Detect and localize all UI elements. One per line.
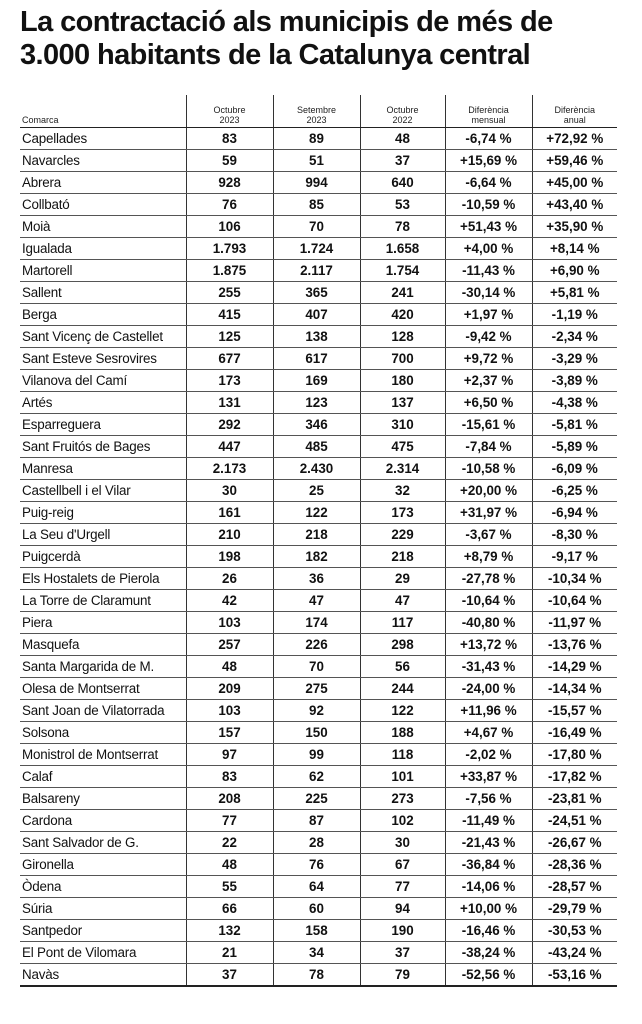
cell-oct-2022: 79 bbox=[360, 964, 445, 987]
title-line-2: 3.000 habitants de la Catalunya central bbox=[20, 39, 531, 71]
cell-municipality: Castellbell i el Vilar bbox=[20, 480, 186, 502]
page-title bbox=[20, 6, 630, 72]
cell-oct-2022: 53 bbox=[360, 194, 445, 216]
table-row bbox=[20, 854, 617, 876]
cell-annual-diff: -6,25 % bbox=[532, 480, 617, 502]
cell-monthly-diff: +33,87 % bbox=[445, 766, 532, 788]
cell-monthly-diff: +6,50 % bbox=[445, 392, 532, 414]
cell-oct-2023: 83 bbox=[186, 128, 273, 150]
cell-annual-diff: -29,79 % bbox=[532, 898, 617, 920]
cell-oct-2022: 117 bbox=[360, 612, 445, 634]
cell-sep-2023: 174 bbox=[273, 612, 360, 634]
table-row bbox=[20, 678, 617, 700]
cell-municipality: Navarcles bbox=[20, 150, 186, 172]
cell-oct-2023: 292 bbox=[186, 414, 273, 436]
cell-oct-2022: 218 bbox=[360, 546, 445, 568]
cell-oct-2023: 928 bbox=[186, 172, 273, 194]
cell-oct-2023: 1.875 bbox=[186, 260, 273, 282]
cell-oct-2023: 257 bbox=[186, 634, 273, 656]
cell-sep-2023: 150 bbox=[273, 722, 360, 744]
cell-monthly-diff: +11,96 % bbox=[445, 700, 532, 722]
cell-oct-2023: 76 bbox=[186, 194, 273, 216]
cell-oct-2023: 161 bbox=[186, 502, 273, 524]
cell-annual-diff: -23,81 % bbox=[532, 788, 617, 810]
cell-oct-2023: 2.173 bbox=[186, 458, 273, 480]
cell-sep-2023: 182 bbox=[273, 546, 360, 568]
cell-annual-diff: -53,16 % bbox=[532, 964, 617, 987]
cell-oct-2022: 118 bbox=[360, 744, 445, 766]
cell-annual-diff: -5,89 % bbox=[532, 436, 617, 458]
table-row bbox=[20, 326, 617, 348]
title-line-1: La contractació als municipis de més de bbox=[20, 6, 553, 38]
cell-sep-2023: 158 bbox=[273, 920, 360, 942]
cell-monthly-diff: +20,00 % bbox=[445, 480, 532, 502]
table-row bbox=[20, 502, 617, 524]
cell-sep-2023: 617 bbox=[273, 348, 360, 370]
cell-oct-2022: 102 bbox=[360, 810, 445, 832]
cell-annual-diff: -14,34 % bbox=[532, 678, 617, 700]
cell-sep-2023: 89 bbox=[273, 128, 360, 150]
cell-oct-2023: 677 bbox=[186, 348, 273, 370]
cell-municipality: Martorell bbox=[20, 260, 186, 282]
cell-municipality: Solsona bbox=[20, 722, 186, 744]
cell-annual-diff: -10,34 % bbox=[532, 568, 617, 590]
cell-oct-2022: 173 bbox=[360, 502, 445, 524]
table-row bbox=[20, 876, 617, 898]
cell-oct-2023: 30 bbox=[186, 480, 273, 502]
cell-annual-diff: -3,89 % bbox=[532, 370, 617, 392]
cell-oct-2023: 48 bbox=[186, 656, 273, 678]
cell-monthly-diff: +8,79 % bbox=[445, 546, 532, 568]
cell-oct-2023: 97 bbox=[186, 744, 273, 766]
cell-municipality: Puigcerdà bbox=[20, 546, 186, 568]
cell-sep-2023: 60 bbox=[273, 898, 360, 920]
table-row bbox=[20, 590, 617, 612]
cell-monthly-diff: +2,37 % bbox=[445, 370, 532, 392]
cell-sep-2023: 36 bbox=[273, 568, 360, 590]
table-row bbox=[20, 260, 617, 282]
table-row bbox=[20, 392, 617, 414]
cell-municipality: Piera bbox=[20, 612, 186, 634]
cell-annual-diff: -13,76 % bbox=[532, 634, 617, 656]
cell-sep-2023: 346 bbox=[273, 414, 360, 436]
cell-annual-diff: +6,90 % bbox=[532, 260, 617, 282]
cell-oct-2022: 47 bbox=[360, 590, 445, 612]
cell-annual-diff: +43,40 % bbox=[532, 194, 617, 216]
cell-sep-2023: 407 bbox=[273, 304, 360, 326]
cell-sep-2023: 994 bbox=[273, 172, 360, 194]
cell-oct-2022: 137 bbox=[360, 392, 445, 414]
cell-oct-2023: 42 bbox=[186, 590, 273, 612]
table-row bbox=[20, 656, 617, 678]
table-row bbox=[20, 150, 617, 172]
cell-oct-2022: 241 bbox=[360, 282, 445, 304]
cell-municipality: Collbató bbox=[20, 194, 186, 216]
cell-sep-2023: 1.724 bbox=[273, 238, 360, 260]
cell-oct-2022: 2.314 bbox=[360, 458, 445, 480]
cell-oct-2022: 56 bbox=[360, 656, 445, 678]
cell-oct-2023: 55 bbox=[186, 876, 273, 898]
cell-oct-2022: 475 bbox=[360, 436, 445, 458]
table-row bbox=[20, 568, 617, 590]
cell-monthly-diff: -7,84 % bbox=[445, 436, 532, 458]
cell-oct-2023: 103 bbox=[186, 700, 273, 722]
cell-municipality: Sant Fruitós de Bages bbox=[20, 436, 186, 458]
cell-oct-2022: 30 bbox=[360, 832, 445, 854]
header-annual-diff: Diferència anual bbox=[532, 95, 617, 128]
cell-monthly-diff: -30,14 % bbox=[445, 282, 532, 304]
cell-oct-2022: 67 bbox=[360, 854, 445, 876]
header-monthly-diff: Diferència mensual bbox=[445, 95, 532, 128]
cell-oct-2022: 180 bbox=[360, 370, 445, 392]
cell-monthly-diff: +9,72 % bbox=[445, 348, 532, 370]
cell-monthly-diff: -52,56 % bbox=[445, 964, 532, 987]
cell-municipality: Olesa de Montserrat bbox=[20, 678, 186, 700]
cell-sep-2023: 70 bbox=[273, 216, 360, 238]
cell-sep-2023: 87 bbox=[273, 810, 360, 832]
cell-sep-2023: 64 bbox=[273, 876, 360, 898]
cell-municipality: El Pont de Vilomara bbox=[20, 942, 186, 964]
cell-monthly-diff: -24,00 % bbox=[445, 678, 532, 700]
cell-monthly-diff: -31,43 % bbox=[445, 656, 532, 678]
cell-municipality: Navàs bbox=[20, 964, 186, 987]
cell-oct-2022: 229 bbox=[360, 524, 445, 546]
cell-oct-2022: 310 bbox=[360, 414, 445, 436]
cell-sep-2023: 25 bbox=[273, 480, 360, 502]
cell-oct-2023: 103 bbox=[186, 612, 273, 634]
cell-monthly-diff: -10,59 % bbox=[445, 194, 532, 216]
cell-monthly-diff: +51,43 % bbox=[445, 216, 532, 238]
cell-monthly-diff: -10,64 % bbox=[445, 590, 532, 612]
cell-municipality: Esparreguera bbox=[20, 414, 186, 436]
cell-oct-2022: 700 bbox=[360, 348, 445, 370]
cell-sep-2023: 225 bbox=[273, 788, 360, 810]
cell-sep-2023: 76 bbox=[273, 854, 360, 876]
cell-monthly-diff: -6,64 % bbox=[445, 172, 532, 194]
cell-oct-2023: 48 bbox=[186, 854, 273, 876]
cell-oct-2022: 32 bbox=[360, 480, 445, 502]
cell-oct-2023: 173 bbox=[186, 370, 273, 392]
cell-annual-diff: -3,29 % bbox=[532, 348, 617, 370]
cell-sep-2023: 485 bbox=[273, 436, 360, 458]
cell-annual-diff: -15,57 % bbox=[532, 700, 617, 722]
cell-monthly-diff: -15,61 % bbox=[445, 414, 532, 436]
cell-municipality: Sant Salvador de G. bbox=[20, 832, 186, 854]
cell-monthly-diff: -14,06 % bbox=[445, 876, 532, 898]
table-row bbox=[20, 172, 617, 194]
cell-municipality: La Torre de Claramunt bbox=[20, 590, 186, 612]
cell-annual-diff: +5,81 % bbox=[532, 282, 617, 304]
cell-municipality: Puig-reig bbox=[20, 502, 186, 524]
cell-annual-diff: +35,90 % bbox=[532, 216, 617, 238]
cell-sep-2023: 226 bbox=[273, 634, 360, 656]
cell-oct-2022: 37 bbox=[360, 150, 445, 172]
cell-municipality: Sant Esteve Sesrovires bbox=[20, 348, 186, 370]
cell-oct-2023: 210 bbox=[186, 524, 273, 546]
table-row bbox=[20, 436, 617, 458]
cell-municipality: Vilanova del Camí bbox=[20, 370, 186, 392]
cell-sep-2023: 85 bbox=[273, 194, 360, 216]
table-row bbox=[20, 722, 617, 744]
cell-oct-2023: 125 bbox=[186, 326, 273, 348]
cell-annual-diff: +45,00 % bbox=[532, 172, 617, 194]
cell-oct-2022: 640 bbox=[360, 172, 445, 194]
cell-oct-2022: 122 bbox=[360, 700, 445, 722]
cell-monthly-diff: -16,46 % bbox=[445, 920, 532, 942]
cell-annual-diff: -43,24 % bbox=[532, 942, 617, 964]
table-row bbox=[20, 414, 617, 436]
cell-monthly-diff: +1,97 % bbox=[445, 304, 532, 326]
cell-annual-diff: -28,57 % bbox=[532, 876, 617, 898]
cell-municipality: Súria bbox=[20, 898, 186, 920]
cell-oct-2022: 48 bbox=[360, 128, 445, 150]
cell-oct-2022: 94 bbox=[360, 898, 445, 920]
cell-monthly-diff: -3,67 % bbox=[445, 524, 532, 546]
table-row bbox=[20, 700, 617, 722]
cell-annual-diff: -14,29 % bbox=[532, 656, 617, 678]
table-row bbox=[20, 744, 617, 766]
cell-oct-2023: 77 bbox=[186, 810, 273, 832]
contracts-table bbox=[20, 95, 617, 987]
cell-monthly-diff: -27,78 % bbox=[445, 568, 532, 590]
table-row bbox=[20, 546, 617, 568]
cell-sep-2023: 123 bbox=[273, 392, 360, 414]
table-row bbox=[20, 370, 617, 392]
cell-oct-2023: 21 bbox=[186, 942, 273, 964]
cell-oct-2022: 244 bbox=[360, 678, 445, 700]
cell-monthly-diff: +4,67 % bbox=[445, 722, 532, 744]
cell-oct-2023: 37 bbox=[186, 964, 273, 987]
cell-sep-2023: 138 bbox=[273, 326, 360, 348]
cell-monthly-diff: +10,00 % bbox=[445, 898, 532, 920]
cell-annual-diff: -2,34 % bbox=[532, 326, 617, 348]
table-row bbox=[20, 480, 617, 502]
table-row bbox=[20, 810, 617, 832]
cell-annual-diff: +59,46 % bbox=[532, 150, 617, 172]
cell-annual-diff: -8,30 % bbox=[532, 524, 617, 546]
cell-sep-2023: 92 bbox=[273, 700, 360, 722]
cell-municipality: Sant Vicenç de Castellet bbox=[20, 326, 186, 348]
cell-monthly-diff: -21,43 % bbox=[445, 832, 532, 854]
table-row bbox=[20, 832, 617, 854]
cell-municipality: Masquefa bbox=[20, 634, 186, 656]
cell-municipality: Gironella bbox=[20, 854, 186, 876]
cell-monthly-diff: -11,43 % bbox=[445, 260, 532, 282]
table-row bbox=[20, 282, 617, 304]
table-row bbox=[20, 194, 617, 216]
cell-monthly-diff: -38,24 % bbox=[445, 942, 532, 964]
header-comarca: Comarca bbox=[20, 95, 186, 128]
table-row bbox=[20, 524, 617, 546]
table-row bbox=[20, 458, 617, 480]
cell-municipality: Cardona bbox=[20, 810, 186, 832]
cell-municipality: Berga bbox=[20, 304, 186, 326]
table-row bbox=[20, 128, 617, 150]
table-row bbox=[20, 788, 617, 810]
cell-municipality: Artés bbox=[20, 392, 186, 414]
table-body bbox=[20, 128, 617, 987]
cell-oct-2023: 83 bbox=[186, 766, 273, 788]
cell-annual-diff: -26,67 % bbox=[532, 832, 617, 854]
cell-oct-2022: 1.658 bbox=[360, 238, 445, 260]
cell-municipality: La Seu d'Urgell bbox=[20, 524, 186, 546]
cell-oct-2023: 106 bbox=[186, 216, 273, 238]
cell-municipality: Òdena bbox=[20, 876, 186, 898]
cell-oct-2022: 1.754 bbox=[360, 260, 445, 282]
cell-monthly-diff: +31,97 % bbox=[445, 502, 532, 524]
cell-oct-2023: 198 bbox=[186, 546, 273, 568]
cell-monthly-diff: -9,42 % bbox=[445, 326, 532, 348]
cell-oct-2022: 188 bbox=[360, 722, 445, 744]
cell-oct-2023: 131 bbox=[186, 392, 273, 414]
cell-oct-2022: 298 bbox=[360, 634, 445, 656]
cell-annual-diff: -4,38 % bbox=[532, 392, 617, 414]
cell-annual-diff: -6,09 % bbox=[532, 458, 617, 480]
cell-municipality: Capellades bbox=[20, 128, 186, 150]
table-row bbox=[20, 898, 617, 920]
cell-municipality: Monistrol de Montserrat bbox=[20, 744, 186, 766]
cell-oct-2022: 273 bbox=[360, 788, 445, 810]
table-row bbox=[20, 216, 617, 238]
cell-monthly-diff: -11,49 % bbox=[445, 810, 532, 832]
cell-municipality: Balsareny bbox=[20, 788, 186, 810]
cell-oct-2023: 415 bbox=[186, 304, 273, 326]
cell-oct-2022: 29 bbox=[360, 568, 445, 590]
cell-oct-2022: 190 bbox=[360, 920, 445, 942]
cell-municipality: Santpedor bbox=[20, 920, 186, 942]
header-oct-2022: Octubre 2022 bbox=[360, 95, 445, 128]
cell-sep-2023: 99 bbox=[273, 744, 360, 766]
table-row bbox=[20, 964, 617, 987]
cell-sep-2023: 275 bbox=[273, 678, 360, 700]
header-sep-2023: Setembre 2023 bbox=[273, 95, 360, 128]
cell-monthly-diff: +4,00 % bbox=[445, 238, 532, 260]
cell-annual-diff: -28,36 % bbox=[532, 854, 617, 876]
cell-oct-2022: 101 bbox=[360, 766, 445, 788]
cell-monthly-diff: -10,58 % bbox=[445, 458, 532, 480]
cell-sep-2023: 2.117 bbox=[273, 260, 360, 282]
cell-municipality: Igualada bbox=[20, 238, 186, 260]
table-row bbox=[20, 634, 617, 656]
cell-oct-2023: 447 bbox=[186, 436, 273, 458]
cell-municipality: Sallent bbox=[20, 282, 186, 304]
table-row bbox=[20, 238, 617, 260]
cell-oct-2022: 78 bbox=[360, 216, 445, 238]
cell-municipality: Santa Margarida de M. bbox=[20, 656, 186, 678]
cell-oct-2022: 128 bbox=[360, 326, 445, 348]
cell-annual-diff: -30,53 % bbox=[532, 920, 617, 942]
cell-municipality: Moià bbox=[20, 216, 186, 238]
cell-annual-diff: -1,19 % bbox=[532, 304, 617, 326]
cell-sep-2023: 28 bbox=[273, 832, 360, 854]
cell-annual-diff: -10,64 % bbox=[532, 590, 617, 612]
cell-annual-diff: -17,82 % bbox=[532, 766, 617, 788]
cell-municipality: Manresa bbox=[20, 458, 186, 480]
cell-annual-diff: +8,14 % bbox=[532, 238, 617, 260]
header-oct-2023: Octubre 2023 bbox=[186, 95, 273, 128]
table-row bbox=[20, 612, 617, 634]
cell-annual-diff: -17,80 % bbox=[532, 744, 617, 766]
cell-oct-2023: 59 bbox=[186, 150, 273, 172]
cell-sep-2023: 2.430 bbox=[273, 458, 360, 480]
cell-monthly-diff: -40,80 % bbox=[445, 612, 532, 634]
cell-municipality: Abrera bbox=[20, 172, 186, 194]
cell-sep-2023: 122 bbox=[273, 502, 360, 524]
table-header-row bbox=[20, 95, 617, 128]
cell-monthly-diff: -6,74 % bbox=[445, 128, 532, 150]
cell-oct-2022: 37 bbox=[360, 942, 445, 964]
cell-sep-2023: 169 bbox=[273, 370, 360, 392]
cell-sep-2023: 365 bbox=[273, 282, 360, 304]
cell-oct-2023: 26 bbox=[186, 568, 273, 590]
cell-oct-2022: 77 bbox=[360, 876, 445, 898]
cell-oct-2023: 157 bbox=[186, 722, 273, 744]
cell-oct-2023: 1.793 bbox=[186, 238, 273, 260]
cell-oct-2023: 66 bbox=[186, 898, 273, 920]
table-row bbox=[20, 942, 617, 964]
cell-annual-diff: -5,81 % bbox=[532, 414, 617, 436]
cell-municipality: Sant Joan de Vilatorrada bbox=[20, 700, 186, 722]
cell-annual-diff: -6,94 % bbox=[532, 502, 617, 524]
cell-sep-2023: 78 bbox=[273, 964, 360, 987]
cell-oct-2023: 255 bbox=[186, 282, 273, 304]
cell-sep-2023: 218 bbox=[273, 524, 360, 546]
cell-annual-diff: -9,17 % bbox=[532, 546, 617, 568]
cell-monthly-diff: -2,02 % bbox=[445, 744, 532, 766]
cell-sep-2023: 34 bbox=[273, 942, 360, 964]
table-row bbox=[20, 766, 617, 788]
cell-annual-diff: -24,51 % bbox=[532, 810, 617, 832]
cell-oct-2023: 208 bbox=[186, 788, 273, 810]
cell-oct-2023: 22 bbox=[186, 832, 273, 854]
cell-monthly-diff: -7,56 % bbox=[445, 788, 532, 810]
table-row bbox=[20, 304, 617, 326]
cell-sep-2023: 51 bbox=[273, 150, 360, 172]
cell-sep-2023: 62 bbox=[273, 766, 360, 788]
cell-monthly-diff: +13,72 % bbox=[445, 634, 532, 656]
cell-oct-2022: 420 bbox=[360, 304, 445, 326]
cell-municipality: Calaf bbox=[20, 766, 186, 788]
cell-sep-2023: 70 bbox=[273, 656, 360, 678]
cell-oct-2023: 132 bbox=[186, 920, 273, 942]
cell-annual-diff: -16,49 % bbox=[532, 722, 617, 744]
cell-monthly-diff: -36,84 % bbox=[445, 854, 532, 876]
cell-municipality: Els Hostalets de Pierola bbox=[20, 568, 186, 590]
cell-annual-diff: -11,97 % bbox=[532, 612, 617, 634]
table-row bbox=[20, 920, 617, 942]
cell-sep-2023: 47 bbox=[273, 590, 360, 612]
cell-annual-diff: +72,92 % bbox=[532, 128, 617, 150]
cell-oct-2023: 209 bbox=[186, 678, 273, 700]
table-row bbox=[20, 348, 617, 370]
cell-monthly-diff: +15,69 % bbox=[445, 150, 532, 172]
